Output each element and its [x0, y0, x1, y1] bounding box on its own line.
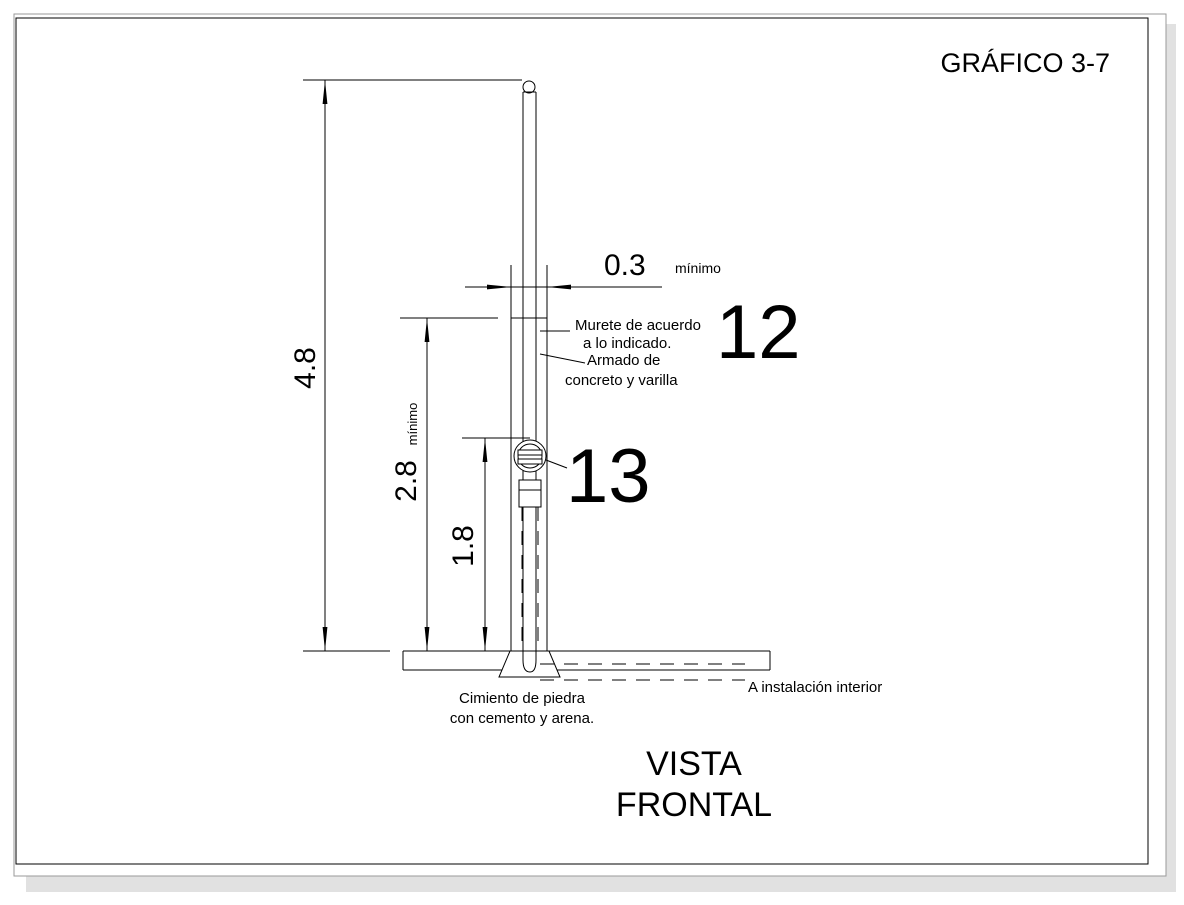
dimension-0-3-label: 0.3 — [604, 249, 646, 282]
view-title-line2: FRONTAL — [615, 786, 773, 824]
instalacion-label: A instalación interior — [748, 679, 883, 696]
armado-callout-line1: Armado de — [587, 352, 661, 369]
reference-number-12: 12 — [716, 290, 801, 375]
cimiento-callout-line2: con cemento y arena. — [449, 710, 595, 727]
reference-number-13: 13 — [566, 434, 651, 519]
dimension-2-8-label: 2.8 — [390, 460, 423, 502]
dimension-1-8-label: 1.8 — [447, 525, 480, 567]
murete-callout-line2: a lo indicado. — [583, 335, 672, 352]
cimiento-callout-line1: Cimiento de piedra — [459, 690, 585, 707]
dimension-4-8-label: 4.8 — [289, 347, 322, 389]
murete-callout-line1: Murete de acuerdo — [575, 317, 701, 334]
dimension-2-8-note: mínimo — [405, 402, 420, 446]
view-title-line1: VISTA — [646, 745, 742, 783]
sheet-title: GRÁFICO 3-7 — [940, 48, 1110, 78]
armado-callout-line2: concreto y varilla — [565, 372, 678, 389]
dimension-0-3-note: mínimo — [675, 260, 721, 276]
